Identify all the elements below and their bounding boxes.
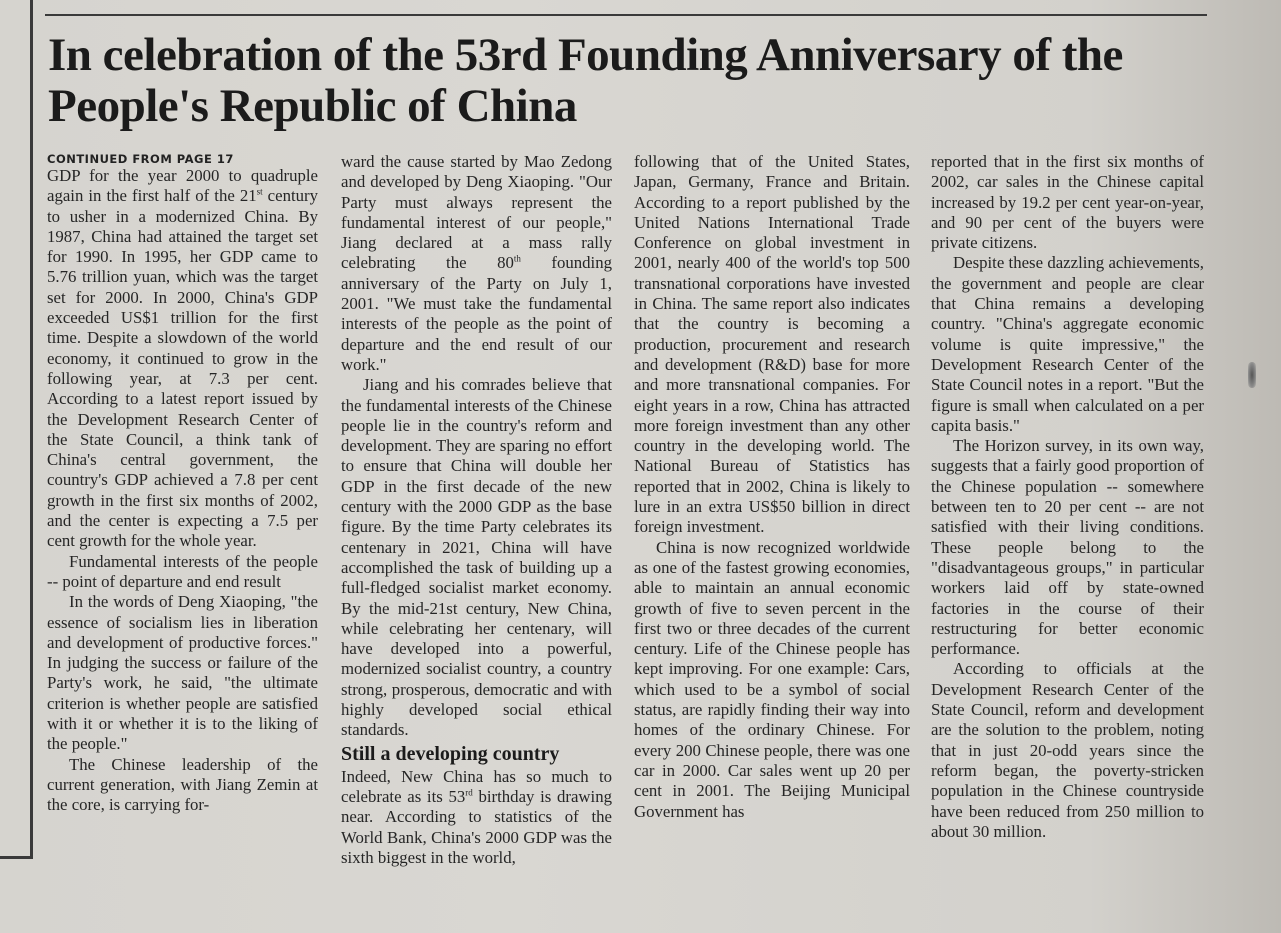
article-column-3 — [634, 152, 910, 882]
col4-paragraph-4: According to officials at the Development Research Center of the State Council, reform and development are the solution to the problem, noting that in just 20-odd years since the reform began, the poverty-stricken population in the Chinese countryside have been reduced from 250 million to about 30 million. — [931, 659, 1204, 841]
col1-paragraph-1 — [47, 166, 318, 552]
col2-p3-superscript: rd — [465, 787, 473, 798]
article-column-1 — [47, 152, 318, 882]
col3-paragraph-1: following that of the United States, Japan, Germany, France and Britain. According to a report published by the United Nations International Trade Conference on global investment in 2001, nearly 400 of the world's top 500 transnational corporations have invested in China. The same report also indicates that the country is becoming a production, procurement and research and development (R&D) base for more and more transnational companies. For eight years in a row, China has attracted more foreign investment than any other country in the developing world. The National Bureau of Statistics has reported that in 2002, China is likely to lure in an extra US$50 billion in direct foreign investment. — [634, 152, 910, 537]
article-column-4 — [931, 152, 1204, 882]
section-subhead: Still a developing country — [341, 742, 560, 765]
col2-p3-text-a: Indeed, New China has so much to celebrate as its 53 — [341, 766, 612, 806]
article-column-2 — [341, 152, 612, 882]
col2-p1-superscript: th — [513, 253, 521, 264]
col1-p1-superscript: st — [256, 186, 263, 197]
col1-paragraph-4: The Chinese leadership of the current generation, with Jiang Zemin at the core, is carrying for- — [47, 754, 318, 815]
col1-paragraph-2: Fundamental interests of the people -- point of departure and end result — [47, 551, 318, 591]
headline-line-2: People's Republic of China — [48, 80, 577, 132]
left-border-foot-rule — [0, 856, 33, 859]
col1-paragraph-3: In the words of Deng Xiaoping, "the essence of socialism lies in liberation and development of productive forces." In judging the success or failure of the Party's work, he said, "the ultimate criterion is whether people are satisfied with it or whether it is to the liking of the people." — [47, 592, 318, 754]
left-border-rule — [30, 0, 33, 858]
col4-paragraph-1: reported that in the first six months of 2002, car sales in the Chinese capital increased by 19.2 per cent year-on-year, and 90 per cent of the buyers were private citizens. — [931, 152, 1204, 253]
col4-paragraph-2: Despite these dazzling achievements, the government and people are clear that China remains a developing country. "China's aggregate economic volume is quite impressive," the Development Research Center of the State Council notes in a report. "But the figure is small when calculated on a per capita basis." — [931, 253, 1204, 435]
article-headline — [48, 30, 1168, 132]
col2-paragraph-3 — [341, 767, 612, 868]
col2-p1-text-a: ward the cause started by Mao Zedong and developed by Deng Xiaoping. "Our Party must always represent the fundamental interest of our people," Jiang declared at a mass rally celebrating the 80 — [341, 152, 612, 273]
headline-line-1: In celebration of the 53rd Founding Anniversary of the — [48, 29, 1123, 81]
col2-paragraph-1 — [341, 152, 612, 375]
col4-paragraph-3: The Horizon survey, in its own way, suggests that a fairly good proportion of the Chinese population -- somewhere between ten to 20 per cent -- are not satisfied with their living conditions. These people belong to the "disadvantageous groups," in particular workers laid off by state-owned factories in the course of their restructuring for better economic performance. — [931, 436, 1204, 659]
col1-p1-text-b: century to usher in a modernized China. By 1987, China had attained the target set for 1990. In 1995, her GDP came to 5.76 trillion yuan, which was the target set for 2000. In 2000, China's GDP exceeded US$1 trillion for the first time. Despite a slowdown of the world economy, it continued to grow in the following year, at 7.3 per cent. According to a latest report issued by the Development Research Center of the State Council, a think tank of China's central government, the country's GDP achieved a 7.8 per cent growth in the first six months of 2002, and the center is expecting a 7.5 per cent growth for the whole year. — [47, 186, 318, 551]
top-rule — [45, 14, 1207, 16]
col2-paragraph-2: Jiang and his comrades believe that the fundamental interests of the Chinese people lie in the country's reform and development. They are sparing no effort to ensure that China will double her GDP in the first decade of the new century with the 2000 GDP as the base figure. By the time Party celebrates its centenary in 2021, China will have accomplished the task of building up a full-fledged socialist market economy. By the mid-21st century, New China, while celebrating her centenary, will have developed into a powerful, modernized socialist country, a country strong, prosperous, democratic and with highly developed social ethical standards. — [341, 375, 612, 740]
col2-p3-text-b: birthday is drawing near. According to statistics of the World Bank, China's 2000 GDP was the sixth biggest in the world, — [341, 786, 612, 867]
col1-p1-text-a: GDP for the year 2000 to quadruple again in the first half of the 21 — [47, 166, 318, 206]
col3-paragraph-2: China is now recognized worldwide as one of the fastest growing economies, able to maintain an annual economic growth of five to seven percent in the first two or three decades of the current century. Life of the Chinese people has kept improving. For one example: Cars, which used to be a symbol of social status, are rapidly finding their way into homes of the ordinary Chinese. For every 200 Chinese people, there was one car in 2000. Car sales went up 20 per cent in 2001. The Beijing Municipal Government has — [634, 537, 910, 821]
col2-p1-text-b: founding anniversary of the Party on July 1, 2001. "We must take the fundamental interests of the people as the point of departure and the end result of our work." — [341, 253, 613, 374]
continued-from-kicker: CONTINUED FROM PAGE 17 — [47, 152, 234, 166]
binding-hole-mark — [1248, 362, 1256, 388]
